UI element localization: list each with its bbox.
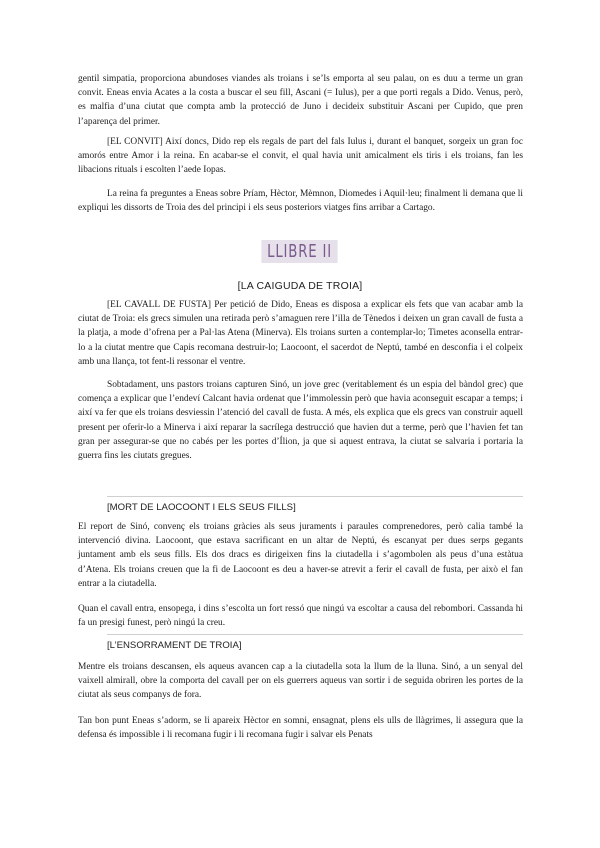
book-title: LLIBRE II — [262, 240, 338, 263]
paragraph-aqueus: Mentre els troians descansen, els aqueus avancen cap a la ciutadella sota la llum de la lluna. Sinó, a un senyal del vaixell almirall, obre la comporta del cavall per on els guerrers aqueus van sortir i de seguida obriren les portes de la ciutat als seus companys de fora. — [78, 662, 523, 701]
book-title-wrapper — [0, 240, 600, 263]
section-separator — [107, 496, 523, 497]
section-heading-ensorrament: [L’ENSORRAMENT DE TROIA] — [107, 640, 242, 651]
paragraph-cavall-entra: Quan el cavall entra, ensopega, i dins s’escolta un fort ressó que ningú va escoltar a causa del rebombori. Cassanda hi fa un presigi funest, però ningú la creu. — [78, 604, 523, 629]
paragraph-sino: Sobtadament, uns pastors troians capturen Sinó, un jove grec (veritablement és un espia del bàndol grec) que comença a explicar que l’endeví Calcant havia ordenat que l’immolessin però que havia aconseguit escapar a temps; i així va fer que els troians desviessin l’atenció del cavall de fusta. A més, els explica que els grecs van construir aquell present per oferir-lo a Minerva i així reparar la sacrílega destrucció que havien dut a terme, però que l’havien fet tan gran per assegurar-se que no cabés per les portes d’Ílion, ja que si aquest entrava, la ciutat se salvaria i portaria la guerra fins les ciutats gregues. — [78, 380, 523, 462]
section-heading-laocoont: [MORT DE LAOCOONT I ELS SEUS FILLS] — [107, 502, 296, 513]
section-separator — [107, 634, 523, 635]
paragraph-hector-somni: Tan bon punt Eneas s’adorm, se li apareix Hèctor en somni, ensagnat, plens els ulls de llàgrimes, li assegura que la defensa és impossible i li recomana fugir i li recomana fugir i salvar els Penats — [78, 716, 523, 741]
paragraph-preguntes: La reina fa preguntes a Eneas sobre Príam, Hèctor, Mèmnon, Diomedes i Aquil·leu; finalment li demana que li expliqui les dissorts de Troia des del principi i els seus posteriors viatges fins arribar a Cartago. — [78, 189, 523, 214]
paragraph-cavall-de-fusta: [EL CAVALL DE FUSTA] Per petició de Dido, Eneas es disposa a explicar els fets que van acabar amb la ciutat de Troia: els grecs simulen una retirada però s’amaguen rere l’illa de Tènedos i deixen un gran cavall de fusta a la platja, a mode d’ofrena per a Pal·las Atena (Minerva). Els troians surten a contemplar-lo; Timetes aconsella entrar-lo a la ciutat mentre que Capis recomana destruir-lo; Laocoont, el sacerdot de Neptú, també en desconfia i el colpeix amb una llança, tot fent-li ressonar el ventre. — [78, 300, 523, 367]
book-subtitle-wrapper — [0, 276, 600, 294]
paragraph-el-convit: [EL CONVIT] Així doncs, Dido rep els regals de part del fals Iulus i, durant el banquet, sorgeix un gran foc amorós entre Amor i la reina. En acabar-se el convit, el qual havia unit amicalment els tiris i els troians, fan les libacions rituals i escolten l’aede Iopas. — [78, 137, 523, 176]
paragraph-report-sino: El report de Sinó, convenç els troians gràcies als seus juraments i paraules comprenedores, però calia també la intervenció divina. Laocoont, que estava sacrificant en un altar de Neptú, és escanyat per dues serps gegants juntament amb els seus fills. Els dos dracs es dirigeixen fins la ciutadella i s’agombolen als peus d’una estàtua d’Atena. Els troians creuen que la fi de Laocoont es deu a haver-se atrevit a ferir el cavall de fusta, per això el fan entrar a la ciutadella. — [78, 522, 523, 589]
paragraph-intro: gentil simpatia, proporciona abundoses viandes als troians i se’ls emporta al seu palau, on es duu a terme un gran convit. Eneas envia Acates a la costa a buscar el seu fill, Ascani (= Iulus), per a que porti regals a Dido. Venus, però, es malfia d’una ciutat que compta amb la protecció de Juno i decideix substituir Ascani per Cupido, que pren l’aparença del primer. — [78, 74, 523, 127]
book-subtitle: [LA CAIGUDA DE TROIA] — [237, 280, 363, 292]
